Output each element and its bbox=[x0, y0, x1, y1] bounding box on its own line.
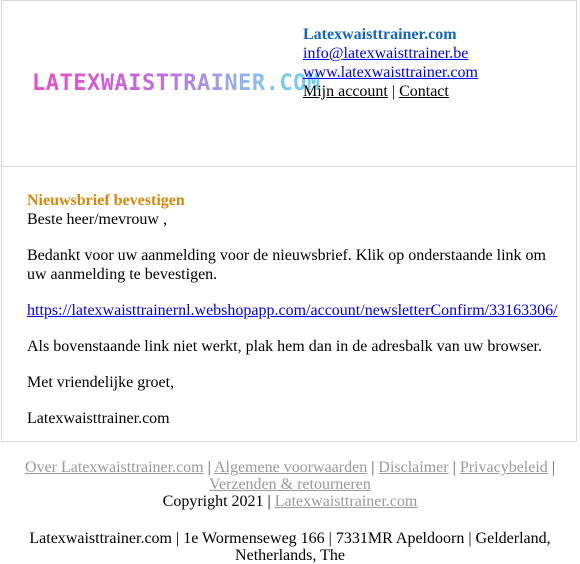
signature: Latexwaisttrainer.com bbox=[27, 410, 170, 427]
footer-link-disclaimer[interactable]: Disclaimer bbox=[378, 459, 449, 476]
account-link[interactable]: Mijn account bbox=[303, 83, 388, 100]
footer-link-privacy[interactable]: Privacybeleid bbox=[459, 459, 548, 476]
message-body bbox=[27, 191, 562, 428]
email-header bbox=[2, 1, 576, 167]
copyright-link[interactable]: Latexwaisttrainer.com bbox=[274, 493, 418, 510]
contact-link[interactable]: Contact bbox=[399, 83, 449, 100]
footer-link-about[interactable]: Over Latexwaisttrainer.com bbox=[25, 459, 204, 476]
confirm-link[interactable]: https://latexwaisttrainernl.webshopapp.com/account/newsletterConfirm/33163306/ bbox=[27, 302, 558, 319]
intro-text: Bedankt voor uw aanmelding voor de nieuwsbrief. Klik op onderstaande link om uw aanmelding te bevestigen. bbox=[27, 247, 546, 283]
email-card bbox=[1, 0, 577, 442]
footer-separator: | bbox=[551, 459, 555, 476]
contact-block bbox=[303, 25, 478, 101]
message-title: Nieuwsbrief bevestigen bbox=[27, 192, 185, 209]
footer-separator: | bbox=[267, 493, 271, 510]
footer-links bbox=[0, 459, 580, 510]
footer-separator: | bbox=[207, 459, 211, 476]
footer-link-shipping[interactable]: Verzenden & retourneren bbox=[209, 476, 371, 493]
store-address: Latexwaisttrainer.com | 1e Wormenseweg 166 | 7331MR Apeldoorn | Gelderland, Netherlands, The bbox=[29, 530, 551, 564]
store-name: Latexwaisttrainer.com bbox=[303, 26, 457, 43]
footer-separator: | bbox=[371, 459, 375, 476]
greeting: Beste heer/mevrouw , bbox=[27, 211, 167, 228]
footer-separator: | bbox=[452, 459, 456, 476]
closing-text: Met vriendelijke groet, bbox=[27, 374, 175, 391]
footer-link-terms[interactable]: Algemene voorwaarden bbox=[213, 459, 368, 476]
store-logo[interactable]: LATEXWAISTTRAINER.COM bbox=[32, 71, 321, 96]
copyright-text: Copyright 2021 bbox=[162, 493, 264, 510]
fallback-text: Als bovenstaande link niet werkt, plak hem dan in de adresbalk van uw browser. bbox=[27, 338, 542, 355]
header-separator: | bbox=[391, 83, 396, 100]
website-link[interactable]: www.latexwaisttrainer.com bbox=[303, 64, 478, 81]
email-link[interactable]: info@latexwaisttrainer.be bbox=[303, 45, 469, 62]
